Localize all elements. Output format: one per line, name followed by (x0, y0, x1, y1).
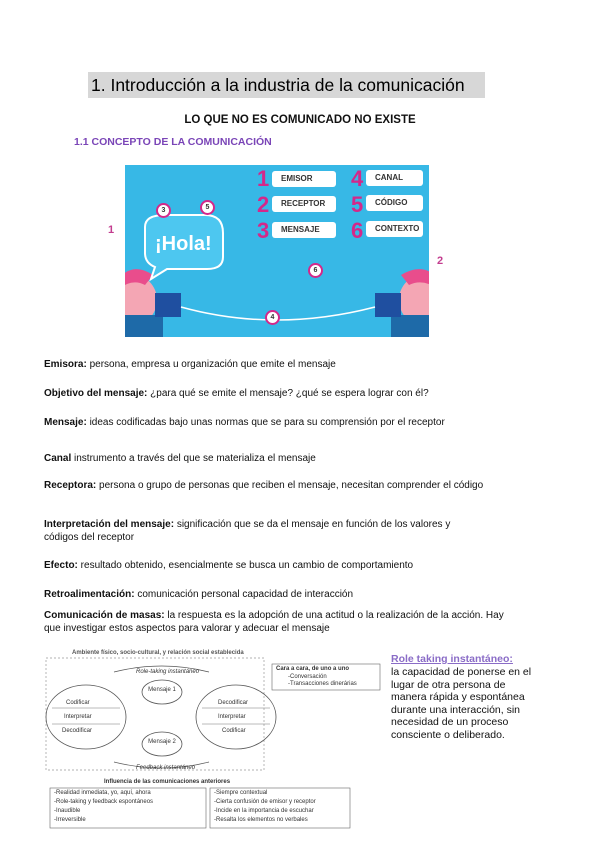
diagram-bottom-left-4: -Irreversible (54, 817, 86, 823)
diagram-bottom-right-2: -Cierta confusión de emisor y receptor (214, 799, 316, 805)
number-4: 4 (351, 166, 364, 191)
diagram-right-1: Decodificar (218, 700, 249, 706)
diagram-bottom-right-3: -Incide en la importancia de escuchar (214, 808, 314, 814)
def-receptora: Receptora: persona o grupo de personas que reciben el mensaje, necesitan comprender el código (44, 480, 484, 491)
communication-illustration (125, 165, 429, 337)
diagram-bottom-right-4: -Resalta los elementos no verbales (214, 817, 308, 823)
diagram-bottom-title: Influencia de las comunicaciones anteriores (104, 779, 231, 785)
hola-bubble-text: ¡Hola! (155, 233, 212, 255)
def-mensaje: Mensaje: ideas codificadas bajo unas normas que se para su comprensión por el receptor (44, 417, 445, 428)
diagram-bottom-left-2: -Role-taking y feedback espontáneos (54, 799, 154, 805)
side-number-left: 1 (108, 224, 115, 236)
diagram-bottom-left-1: -Realidad inmediata, yo, aquí, ahora (54, 790, 151, 796)
note-title: Role taking instantáneo: (391, 653, 513, 665)
number-6: 6 (351, 218, 364, 243)
btn-mensaje[interactable]: MENSAJE (272, 222, 336, 238)
btn-codigo[interactable]: CÓDIGO (366, 195, 423, 211)
side-number-right: 2 (437, 255, 444, 267)
diagram-message-1: Mensaje 1 (148, 687, 176, 693)
def-interpretacion: Interpretación del mensaje: significación que se da el mensaje en función de los valores y códigos del receptor (44, 519, 451, 543)
pin-6: 6 (308, 263, 323, 278)
btn-canal[interactable]: CANAL (366, 170, 423, 186)
diagram-right-3: Codificar (222, 728, 246, 734)
btn-receptor[interactable]: RECEPTOR (272, 196, 336, 212)
diagram-right-2: Interpretar (218, 714, 246, 720)
def-comunicacion-masas: Comunicación de masas: la respuesta es la adopción de una actitud o la realización de la acción. Hay que investigar estos aspectos para valorar y adecuar el mensaje (44, 610, 504, 634)
diagram-top-label: Ambiente físico, socio-cultural, y relación social establecida (72, 650, 244, 656)
number-3: 3 (257, 218, 270, 243)
btn-contexto[interactable]: CONTEXTO (366, 221, 423, 237)
diagram-bottom-left-3: -Inaudible (54, 808, 81, 814)
diagram-left-2: Interpretar (64, 714, 92, 720)
btn-emisor[interactable]: EMISOR (272, 171, 336, 187)
subtitle: LO QUE NO ES COMUNICADO NO EXISTE (184, 114, 416, 126)
number-1: 1 (257, 166, 270, 191)
diagram-role-label: Role-taking instantáneo (136, 669, 200, 675)
number-2: 2 (257, 192, 270, 217)
def-emisora: Emisora: persona, empresa u organización que emite el mensaje (44, 359, 336, 370)
communication-diagram (44, 650, 384, 840)
pin-3: 3 (156, 203, 171, 218)
diagram-message-2: Mensaje 2 (148, 739, 176, 745)
def-canal: Canal instrumento a través del que se materializa el mensaje (44, 453, 316, 464)
pin-4: 4 (265, 310, 280, 325)
section-heading: 1.1 CONCEPTO DE LA COMUNICACIÓN (74, 136, 272, 148)
diagram-left-1: Codificar (66, 700, 90, 706)
diagram-bottom-right-1: -Siempre contextual (214, 790, 268, 796)
page-title: 1. Introducción a la industria de la comunicación (88, 72, 485, 98)
diagram-topbox-2: -Conversación (288, 674, 327, 680)
def-retroalimentacion: Retroalimentación: comunicación personal capacidad de interacción (44, 589, 354, 600)
number-5: 5 (351, 192, 364, 217)
diagram-left-3: Decodificar (62, 728, 93, 734)
diagram-topbox-1: Cara a cara, de uno a uno (276, 666, 350, 672)
diagram-feedback-label: Feedback instantáneo (136, 765, 196, 771)
note-text: la capacidad de ponerse en el lugar de otra persona de manera rápida y espontánea durante una interacción, sin necesidad de un proceso consciente o deliberado. (391, 666, 532, 741)
diagram-topbox-3: -Transacciones dinerárias (288, 681, 357, 687)
def-efecto: Efecto: resultado obtenido, esencialmente se busca un cambio de comportamiento (44, 560, 414, 571)
def-objetivo: Objetivo del mensaje: ¿para qué se emite el mensaje? ¿qué se espera lograr con él? (44, 388, 429, 399)
pin-5: 5 (200, 200, 215, 215)
